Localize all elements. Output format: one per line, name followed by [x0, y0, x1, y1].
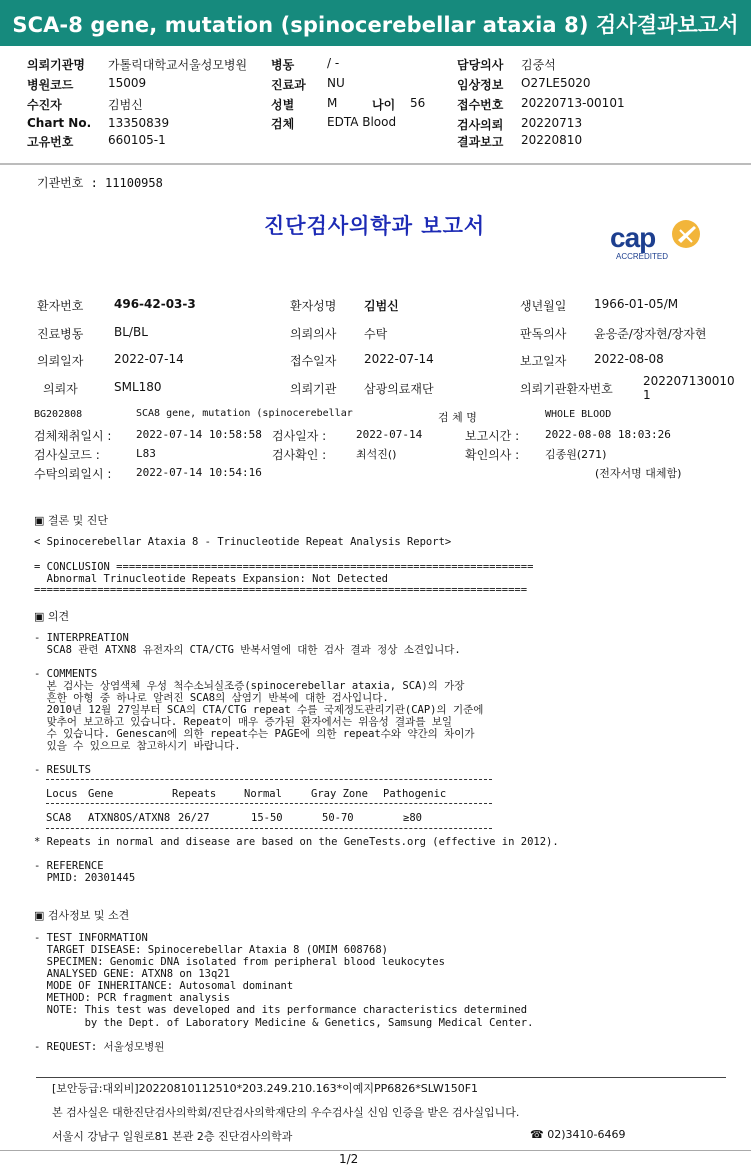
- hdr-label: 수진자: [27, 98, 62, 112]
- meta-label: 검사확인 :: [272, 448, 327, 462]
- meta-value: 2022-08-08 18:03:26: [545, 428, 671, 441]
- results-header: Locus: [46, 788, 78, 800]
- patient-label: 의뢰기관: [290, 382, 337, 396]
- results-header: Gray Zone: [311, 788, 368, 800]
- patient-label: 의뢰자: [43, 382, 78, 396]
- reference-text: PMID: 20301445: [34, 872, 136, 884]
- page-number: 1/2: [339, 1152, 359, 1166]
- report-title: 진단검사의학과 보고서: [264, 214, 486, 238]
- test-name: SCA8 gene, mutation (spinocerebellar: [136, 408, 353, 419]
- specimen-label: 검 체 명: [438, 411, 477, 424]
- results-label: - RESULTS: [34, 764, 91, 776]
- hdr-value: 20220713-00101: [521, 96, 625, 110]
- hdr-label: 담당의사: [457, 58, 504, 72]
- testinfo-line: METHOD: PCR fragment analysis: [34, 992, 230, 1004]
- patient-label: 의뢰기관환자번호: [520, 382, 613, 396]
- hdr-value: 13350839: [108, 116, 170, 130]
- hdr-value: 56: [410, 96, 426, 110]
- hdr-value: 20220713: [521, 116, 583, 130]
- e-signature-note: (전자서명 대체함): [595, 467, 682, 480]
- patient-label: 의뢰의사: [290, 327, 337, 341]
- meta-value: 2022-07-14 10:58:58: [136, 428, 262, 441]
- results-header: Gene: [88, 788, 114, 800]
- testinfo-label: - TEST INFORMATION: [34, 932, 148, 944]
- patient-label: 의뢰일자: [37, 354, 84, 368]
- patient-label: 생년월일: [520, 299, 567, 313]
- hdr-value: / -: [327, 56, 340, 70]
- section-heading: ▣ 검사정보 및 소견: [34, 909, 130, 922]
- test-code: BG202808: [34, 409, 83, 420]
- interpretation-text: SCA8 관련 ATXN8 유전자의 CTA/CTG 반복서열에 대한 검사 결과 정상 소견입니다.: [34, 644, 461, 656]
- title-bar: [0, 0, 751, 46]
- cap-accredited-logo: [608, 216, 708, 264]
- hdr-label: 검체: [271, 117, 295, 131]
- hdr-label: 나이: [372, 98, 396, 112]
- address-line: 서울시 강남구 일원로81 본관 2층 진단검사의학과: [52, 1130, 293, 1143]
- interpretation-label: - INTERPREATION: [34, 632, 129, 644]
- results-header: Normal: [244, 788, 282, 800]
- testinfo-line: TARGET DISEASE: Spinocerebellar Ataxia 8 (OMIM 608768): [34, 944, 389, 956]
- meta-value: 김종원(271): [545, 448, 607, 461]
- testinfo-line: MODE OF INHERITANCE: Autosomal dominant: [34, 980, 294, 992]
- section-heading: ▣ 결론 및 진단: [34, 514, 109, 527]
- meta-label: 확인의사 :: [465, 448, 520, 462]
- meta-label: 검사일자 :: [272, 429, 327, 443]
- hdr-label: 결과보고: [457, 135, 504, 149]
- meta-value: 2022-07-14 10:54:16: [136, 466, 262, 479]
- patient-value: 2022-07-14: [364, 352, 434, 366]
- meta-label: 수탁의뢰일시 :: [34, 467, 112, 481]
- results-cell: ATXN8OS/ATXN8: [88, 812, 171, 824]
- patient-label: 접수일자: [290, 354, 337, 368]
- hdr-label: 검사의뢰: [457, 118, 504, 132]
- results-note: * Repeats in normal and disease are based on the GeneTests.org (effective in 2012).: [34, 836, 559, 848]
- hdr-label: 병원코드: [27, 78, 74, 92]
- patient-id: 496-42-03-3: [114, 297, 196, 311]
- hdr-label: 고유번호: [27, 135, 74, 149]
- hdr-label: 의뢰기관명: [27, 58, 85, 72]
- patient-label: 환자번호: [37, 299, 84, 313]
- comment-line: 수 있습니다. Genescan에 의한 repeat수는 PAGE에 의한 repeat수와 약간의 차이가: [34, 728, 475, 740]
- report-main-title: SCA-8 gene, mutation (spinocerebellar ataxia 8) 검사결과보고서: [12, 13, 739, 37]
- header-divider: [0, 163, 751, 165]
- report-header-line: < Spinocerebellar Ataxia 8 - Trinucleotide Repeat Analysis Report>: [34, 536, 452, 548]
- hdr-value: O27LE5020: [521, 76, 591, 90]
- results-cell: 26/27: [178, 812, 210, 824]
- results-rule: [46, 803, 492, 804]
- results-cell: 50-70: [322, 812, 354, 824]
- conclusion-end: ==============================================================================: [34, 584, 528, 596]
- hdr-label: 병동: [271, 58, 295, 72]
- results-header: Pathogenic: [383, 788, 447, 800]
- institution-number: 기관번호 : 11100958: [37, 176, 163, 190]
- patient-label: 보고일자: [520, 354, 567, 368]
- testinfo-line: SPECIMEN: Genomic DNA isolated from peripheral blood leukocytes: [34, 956, 445, 968]
- request-line: - REQUEST: 서울성모병원: [34, 1041, 165, 1053]
- patient-value: SML180: [114, 380, 162, 394]
- hdr-label: Chart No.: [27, 116, 92, 130]
- hdr-value: 660105-1: [108, 133, 166, 147]
- page-divider: [0, 1150, 751, 1151]
- patient-label: 환자성명: [290, 299, 337, 313]
- patient-name: 김범신: [364, 299, 399, 313]
- patient-value: 수탁: [364, 327, 388, 341]
- patient-value: 1: [643, 388, 651, 402]
- hdr-value: 20220810: [521, 133, 583, 147]
- reference-label: - REFERENCE: [34, 860, 104, 872]
- results-cell: ≥80: [403, 812, 422, 824]
- patient-value: 202207130010: [643, 374, 735, 388]
- conclusion-label: = CONCLUSION ==================================================================: [34, 561, 534, 573]
- comment-line: 있을 수 있으므로 참고하시기 바랍니다.: [34, 740, 241, 752]
- comment-line: 흔한 아형 중 하나로 알려진 SCA8의 삼염기 반복에 대한 검사입니다.: [34, 692, 389, 704]
- hdr-value: 15009: [108, 76, 147, 90]
- hdr-value: 김중석: [521, 58, 556, 72]
- meta-value: 최석진(): [356, 448, 397, 461]
- comment-line: 2010년 12월 27일부터 SCA의 CTA/CTG repeat 수를 국제정도관리기관(CAP)의 기준에: [34, 704, 484, 716]
- cap-logo-sub: ACCREDITED: [616, 252, 669, 261]
- meta-label: 검사실코드 :: [34, 448, 100, 462]
- hdr-label: 성별: [271, 98, 295, 112]
- comments-label: - COMMENTS: [34, 668, 98, 680]
- results-cell: SCA8: [46, 812, 72, 824]
- meta-label: 보고시간 :: [465, 429, 520, 443]
- testinfo-line: NOTE: This test was developed and its performance characteristics determined: [34, 1004, 528, 1016]
- specimen-value: WHOLE BLOOD: [545, 409, 612, 420]
- hdr-label: 접수번호: [457, 98, 504, 112]
- patient-value: 삼광의료재단: [364, 382, 434, 396]
- hdr-value: M: [327, 96, 338, 110]
- testinfo-line: ANALYSED GENE: ATXN8 on 13q21: [34, 968, 230, 980]
- hdr-value: EDTA Blood: [327, 115, 397, 129]
- patient-label: 판독의사: [520, 327, 567, 341]
- patient-label: 진료병동: [37, 327, 84, 341]
- cap-logo-text: cap: [610, 222, 656, 253]
- hdr-value: 김범신: [108, 98, 143, 112]
- results-rule: [46, 779, 492, 780]
- comment-line: 본 검사는 상염색체 우성 척수소뇌실조증(spinocerebellar ataxia, SCA)의 가장: [34, 680, 465, 692]
- section-heading: ▣ 의견: [34, 610, 70, 623]
- hdr-value: 가톨릭대학교서울성모병원: [108, 58, 248, 72]
- phone-line: ☎ 02)3410-6469: [530, 1128, 626, 1141]
- hdr-label: 진료과: [271, 78, 306, 92]
- meta-value: 2022-07-14: [356, 428, 423, 441]
- hdr-label: 임상정보: [457, 78, 504, 92]
- conclusion-text: Abnormal Trinucleotide Repeats Expansion: Not Detected: [34, 573, 389, 585]
- meta-value: L83: [136, 447, 156, 460]
- patient-value: 2022-07-14: [114, 352, 184, 366]
- patient-value: 윤응준/장자현/장자현: [594, 327, 707, 341]
- comment-line: 맞추어 보고하고 있습니다. Repeat이 매우 증가된 환자에서는 위음성 결과를 보일: [34, 716, 453, 728]
- meta-label: 검체채취일시 :: [34, 429, 112, 443]
- security-line: [보안등급:대외비]20220810112510*203.249.210.163*이예지PP6826*SLW150F1: [52, 1082, 479, 1095]
- patient-value: BL/BL: [114, 325, 148, 339]
- results-cell: 15-50: [251, 812, 283, 824]
- testinfo-line: by the Dept. of Laboratory Medicine & Genetics, Samsung Medical Center.: [34, 1017, 534, 1029]
- results-header: Repeats: [172, 788, 217, 800]
- certification-line: 본 검사실은 대한진단검사의학회/진단검사의학재단의 우수검사실 신임 인증을 받은 검사실입니다.: [52, 1106, 520, 1119]
- patient-value: 2022-08-08: [594, 352, 664, 366]
- results-rule: [46, 828, 492, 829]
- patient-birth: 1966-01-05/M: [594, 297, 679, 311]
- hdr-value: NU: [327, 76, 345, 90]
